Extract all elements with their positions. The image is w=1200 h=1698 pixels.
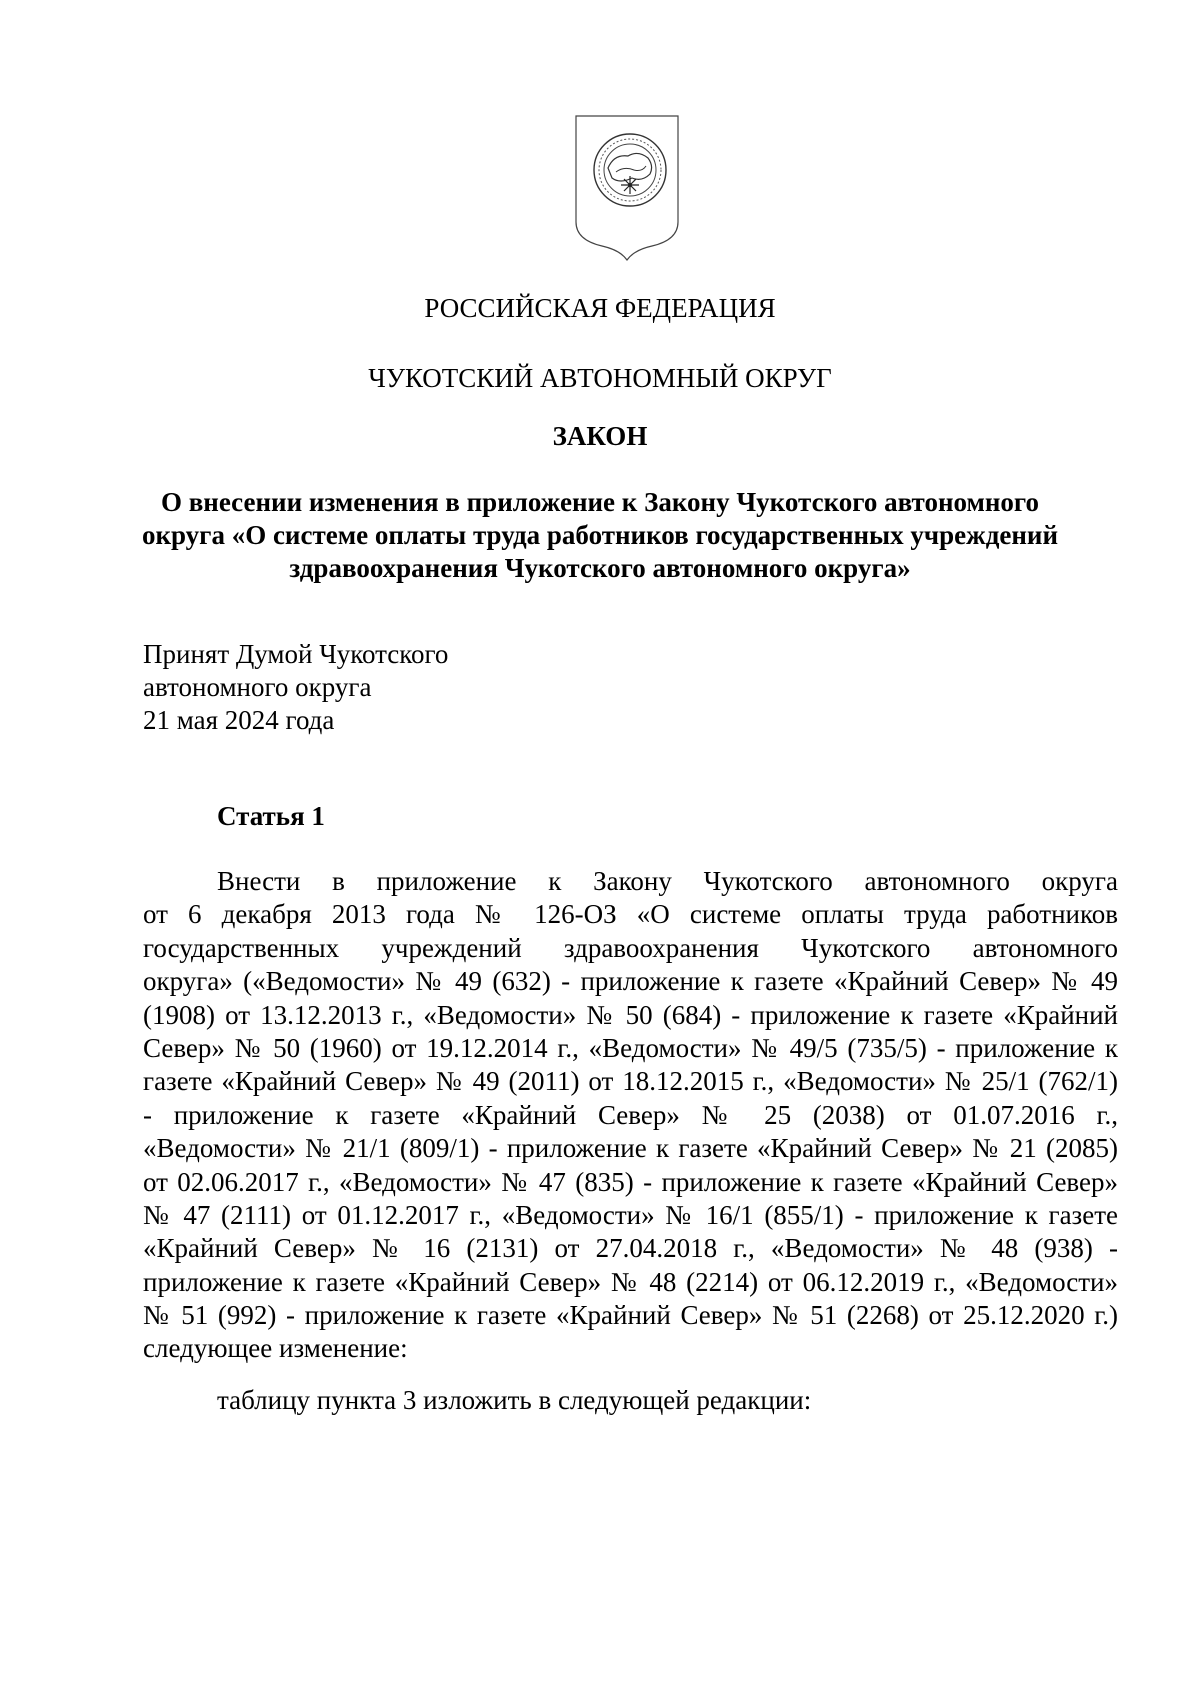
body-line: от 02.06.2017 г., «Ведомости» № 47 (835) - приложение к газете «Крайний Север» [143, 1166, 1118, 1197]
adoption-line: Принят Думой Чукотского [143, 639, 449, 669]
law-title-line: О внесении изменения в приложение к Закону Чукотского автономного [160, 487, 1040, 517]
adoption-date: 21 мая 2024 года [143, 705, 335, 735]
body-line: приложение к газете «Крайний Север» № 48 (2214) от 06.12.2019 г., «Ведомости» [143, 1266, 1118, 1297]
law-title [130, 486, 1070, 585]
body-line: Север» № 50 (1960) от 19.12.2014 г., «Ведомости» № 49/5 (735/5) - приложение к [143, 1032, 1118, 1063]
body-line: государственных учреждений здравоохранения Чукотского автономного [143, 932, 1118, 963]
closing-instruction: таблицу пункта 3 изложить в следующей редакции: [217, 1385, 812, 1415]
body-line: № 47 (2111) от 01.12.2017 г., «Ведомости» № 16/1 (855/1) - приложение к газете [143, 1199, 1118, 1230]
body-line: «Крайний Север» № 16 (2131) от 27.04.2018 г., «Ведомости» № 48 (938) - [143, 1233, 1118, 1264]
coat-of-arms-icon [572, 112, 682, 262]
body-line: следующее изменение: [143, 1333, 408, 1364]
country-heading: РОССИЙСКАЯ ФЕДЕРАЦИЯ [424, 293, 776, 323]
article-heading: Статья 1 [217, 801, 325, 831]
document-type-heading: ЗАКОН [552, 421, 648, 451]
body-line: Внести в приложение к Закону Чукотского автономного округа [217, 866, 1118, 896]
law-title-line: округа «О системе оплаты труда работников государственных учреждений [141, 520, 1059, 550]
body-line: «Ведомости» № 21/1 (809/1) - приложение к газете «Крайний Север» № 21 (2085) [143, 1133, 1118, 1164]
adoption-line: автономного округа [143, 672, 372, 702]
article-body [143, 865, 1118, 1366]
body-line: № 51 (992) - приложение к газете «Крайний Север» № 51 (2268) от 25.12.2020 г.) [143, 1300, 1118, 1331]
body-line: от 6 декабря 2013 года № 126-ОЗ «О системе оплаты труда работников [143, 899, 1118, 930]
body-line: - приложение к газете «Крайний Север» № 25 (2038) от 01.07.2016 г., [143, 1099, 1118, 1130]
region-heading: ЧУКОТСКИЙ АВТОНОМНЫЙ ОКРУГ [368, 363, 832, 393]
adoption-info [143, 638, 448, 737]
body-line: округа» («Ведомости» № 49 (632) - приложение к газете «Крайний Север» № 49 [143, 966, 1118, 997]
body-line: (1908) от 13.12.2013 г., «Ведомости» № 50 (684) - приложение к газете «Крайний [143, 999, 1118, 1030]
law-title-line: здравоохранения Чукотского автономного округа» [289, 553, 911, 583]
body-line: газете «Крайний Север» № 49 (2011) от 18.12.2015 г., «Ведомости» № 25/1 (762/1) [143, 1066, 1118, 1097]
